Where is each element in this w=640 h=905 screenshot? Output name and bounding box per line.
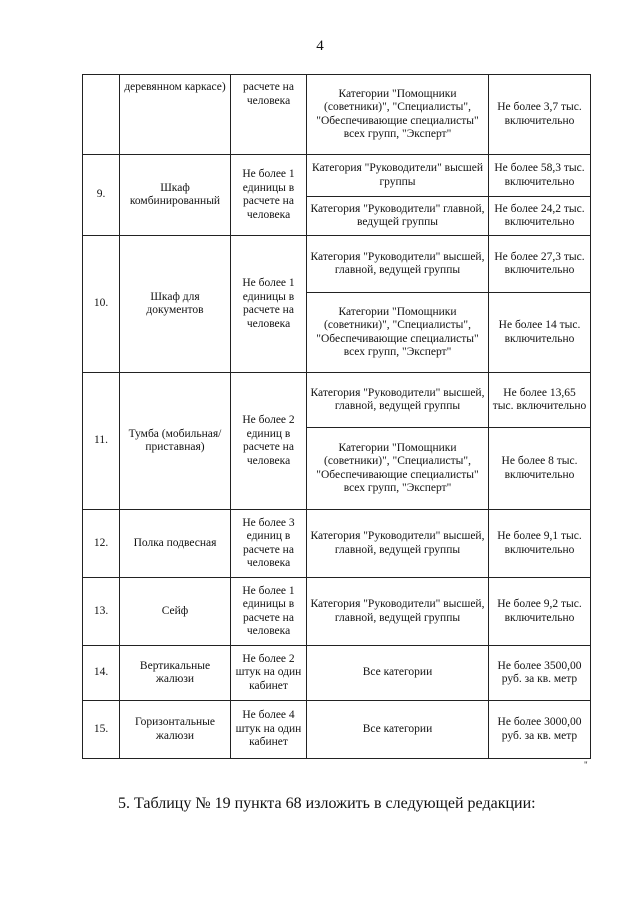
table-row <box>83 155 591 197</box>
cell-category: Категория "Руководители" высшей, главной, ведущей группы <box>307 578 489 646</box>
cell-item: Полка подвесная <box>120 510 231 578</box>
cell-norm: Не более 1 единицы в расчете на человека <box>231 236 307 373</box>
cell-category: Категории "Помощники (советники)", "Специалисты", "Обеспечивающие специалисты" всех групп, "Эксперт" <box>307 293 489 373</box>
instruction-paragraph: 5. Таблицу № 19 пункта 68 изложить в следующей редакции: <box>118 795 536 812</box>
cell-num: 9. <box>83 155 120 236</box>
cell-num <box>83 75 120 155</box>
cell-item: деревянном каркасе) <box>120 75 231 155</box>
cell-num: 13. <box>83 578 120 646</box>
cell-price: Не более 13,65 тыс. включительно <box>489 373 591 428</box>
cell-price: Не более 3000,00 руб. за кв. метр <box>489 701 591 759</box>
cell-category: Все категории <box>307 701 489 759</box>
table-row <box>83 373 591 428</box>
cell-item: Сейф <box>120 578 231 646</box>
cell-norm: Не более 3 единиц в расчете на человека <box>231 510 307 578</box>
cell-category: Категория "Руководители" высшей, главной, ведущей группы <box>307 236 489 293</box>
cell-price: Не более 3,7 тыс. включительно <box>489 75 591 155</box>
cell-item: Тумба (мобильная/приставная) <box>120 373 231 510</box>
cell-item: Шкаф комбинированный <box>120 155 231 236</box>
table-row-continued <box>83 75 591 155</box>
cell-price: Не более 24,2 тыс. включительно <box>489 197 591 236</box>
cell-price: Не более 58,3 тыс. включительно <box>489 155 591 197</box>
cell-price: Не более 9,1 тыс. включительно <box>489 510 591 578</box>
cell-category: Категории "Помощники (советники)", "Специалисты", "Обеспечивающие специалисты" всех групп, "Эксперт" <box>307 428 489 510</box>
cell-num: 10. <box>83 236 120 373</box>
cell-norm: Не более 1 единицы в расчете на человека <box>231 578 307 646</box>
cell-norm: Не более 2 штук на один кабинет <box>231 646 307 701</box>
cell-num: 15. <box>83 701 120 759</box>
cell-category: Категория "Руководители" главной, ведущей группы <box>307 197 489 236</box>
cell-num: 14. <box>83 646 120 701</box>
table-row <box>83 701 591 759</box>
cell-item: Шкаф для документов <box>120 236 231 373</box>
cell-num: 12. <box>83 510 120 578</box>
table-row <box>83 578 591 646</box>
cell-category: Категория "Руководители" высшей группы <box>307 155 489 197</box>
cell-category: Категория "Руководители" высшей, главной, ведущей группы <box>307 373 489 428</box>
cell-item: Горизонтальные жалюзи <box>120 701 231 759</box>
cell-category: Все категории <box>307 646 489 701</box>
closing-quote-mark: " <box>584 760 588 770</box>
page-number: 4 <box>316 38 324 54</box>
cell-norm: расчете на человека <box>231 75 307 155</box>
table-row <box>83 236 591 293</box>
cell-price: Не более 8 тыс. включительно <box>489 428 591 510</box>
cell-category: Категория "Руководители" высшей, главной, ведущей группы <box>307 510 489 578</box>
cell-norm: Не более 2 единиц в расчете на человека <box>231 373 307 510</box>
cell-price: Не более 14 тыс. включительно <box>489 293 591 373</box>
cell-price: Не более 9,2 тыс. включительно <box>489 578 591 646</box>
cell-item: Вертикальные жалюзи <box>120 646 231 701</box>
cell-category: Категории "Помощники (советники)", "Специалисты", "Обеспечивающие специалисты" всех групп, "Эксперт" <box>307 75 489 155</box>
cell-price: Не более 27,3 тыс. включительно <box>489 236 591 293</box>
furniture-norms-table <box>82 74 591 759</box>
cell-price: Не более 3500,00 руб. за кв. метр <box>489 646 591 701</box>
cell-norm: Не более 1 единицы в расчете на человека <box>231 155 307 236</box>
cell-norm: Не более 4 штук на один кабинет <box>231 701 307 759</box>
cell-num: 11. <box>83 373 120 510</box>
table-row <box>83 510 591 578</box>
table-row <box>83 646 591 701</box>
